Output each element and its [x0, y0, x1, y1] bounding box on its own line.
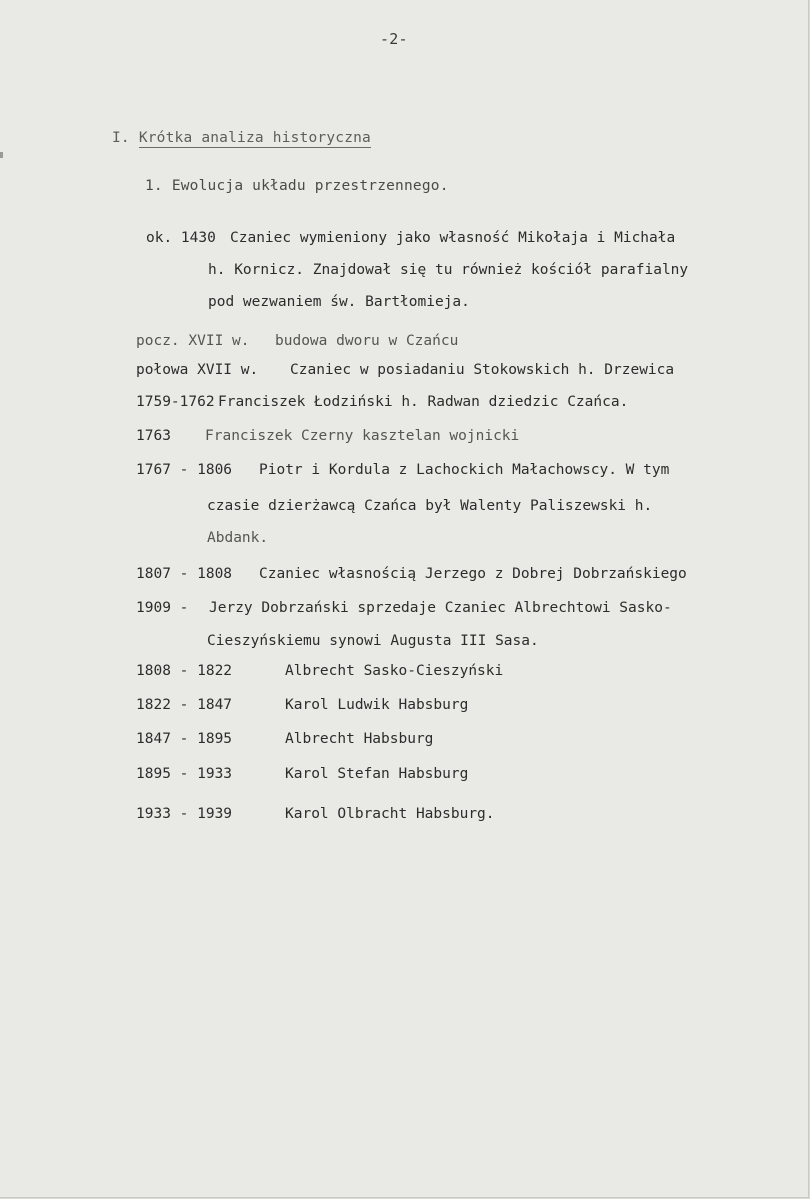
entry-date: 1807 - 1808	[136, 566, 233, 582]
entry-text: Karol Stefan Habsburg	[285, 766, 469, 782]
entry-text: Karol Olbracht Habsburg.	[285, 806, 495, 822]
entry-text: Abdank.	[207, 530, 269, 546]
entry-text: czasie dzierżawcą Czańca był Walenty Paliszewski h.	[207, 498, 653, 514]
entry-date: 1847 - 1895	[136, 731, 233, 747]
section-title: Krótka analiza historyczna	[138, 130, 371, 146]
entry-text: Piotr i Kordula z Lachockich Małachowscy. W tym	[259, 462, 670, 478]
entry-date: 1767 - 1806	[136, 462, 233, 478]
entry-date: ok. 1430	[146, 230, 216, 246]
entry-text: Jerzy Dobrzański sprzedaje Czaniec Albrechtowi Sasko-	[209, 600, 672, 616]
entry-text: Franciszek Łodziński h. Radwan dziedzic Czańca.	[218, 394, 629, 410]
entry-text: Czaniec wymieniony jako własność Mikołaja i Michała	[230, 230, 676, 246]
entry-text: h. Kornicz. Znajdował się tu również kościół parafialny	[208, 262, 689, 278]
entry-text: Czaniec w posiadaniu Stokowskich h. Drzewica	[290, 362, 675, 378]
entry-date: 1895 - 1933	[136, 766, 233, 782]
entry-text: Czaniec własnością Jerzego z Dobrej Dobrzańskiego	[259, 566, 687, 582]
entry-date: 1763	[136, 428, 171, 444]
entry-text: budowa dworu w Czańcu	[275, 333, 459, 349]
entry-text: Albrecht Sasko-Cieszyński	[285, 663, 504, 679]
subsection-heading	[145, 178, 449, 194]
section-number: I.	[112, 130, 130, 146]
entry-text: Cieszyńskiemu synowi Augusta III Sasa.	[207, 633, 539, 649]
entry-date: 1909 -	[136, 600, 189, 616]
entry-date: 1933 - 1939	[136, 806, 233, 822]
entry-text: Karol Ludwik Habsburg	[285, 697, 469, 713]
page-number: -2-	[380, 30, 408, 48]
entry-date: pocz. XVII w.	[136, 333, 250, 349]
subsection-number: 1.	[145, 178, 163, 194]
margin-mark	[0, 152, 3, 158]
section-heading	[112, 130, 371, 146]
entry-text: Franciszek Czerny kasztelan wojnicki	[205, 428, 520, 444]
entry-date: 1808 - 1822	[136, 663, 233, 679]
subsection-title: Ewolucja układu przestrzennego.	[171, 178, 449, 194]
entry-date: 1822 - 1847	[136, 697, 233, 713]
entry-text: Albrecht Habsburg	[285, 731, 434, 747]
entry-text: pod wezwaniem św. Bartłomieja.	[208, 294, 470, 310]
entry-date: połowa XVII w.	[136, 362, 259, 378]
entry-date: 1759-1762	[136, 394, 215, 410]
